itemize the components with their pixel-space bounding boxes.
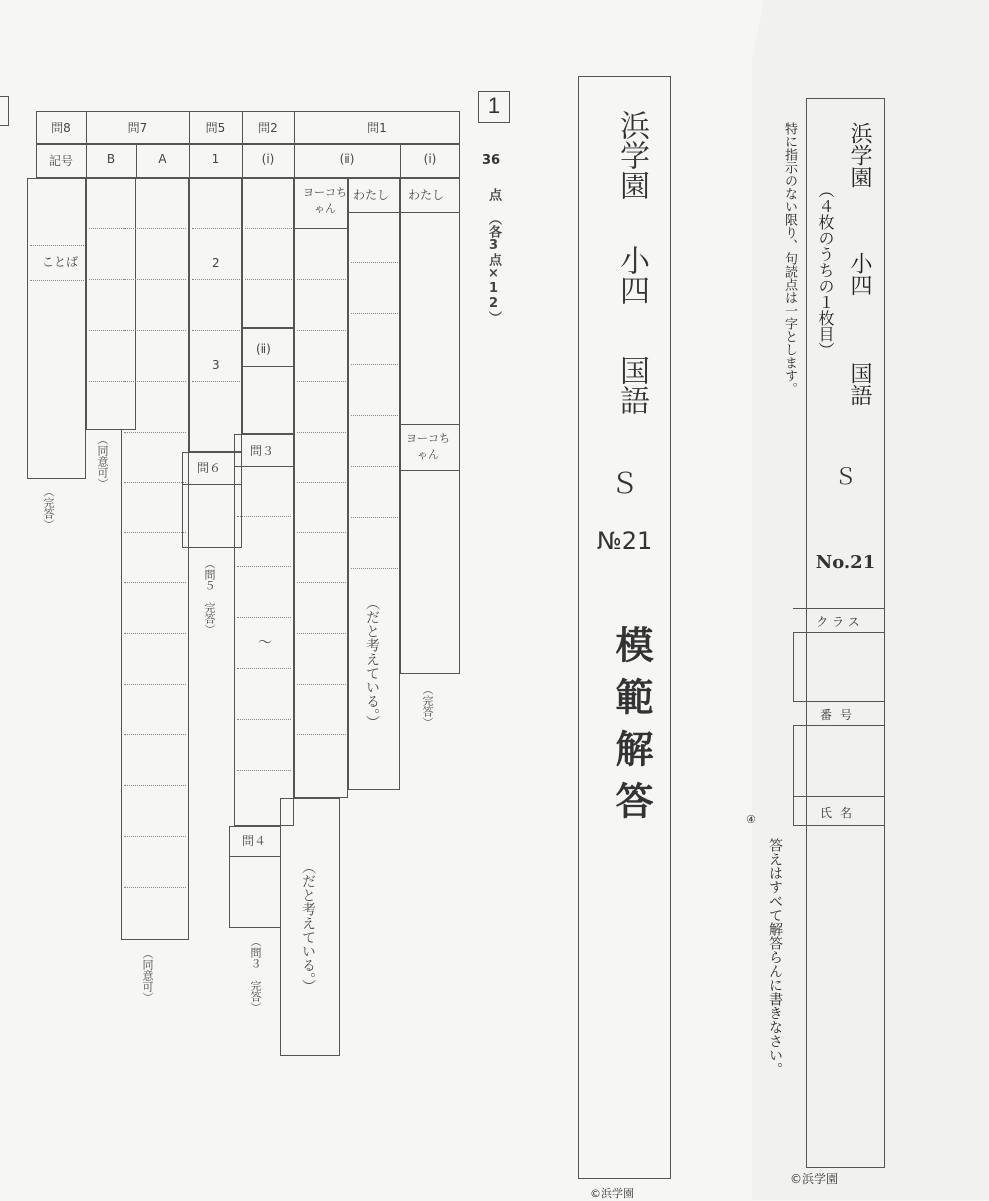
q1-complete-note: （完答） — [421, 684, 434, 728]
cover-circle-num: ④ — [746, 813, 756, 826]
q8-kotoba: ことば — [42, 255, 79, 269]
q1-suffix-right: （だと考えている。） — [364, 596, 380, 729]
q1-ii-right-label: わたし — [353, 188, 390, 202]
cover-copyright: ©浜学園 — [790, 1172, 839, 1186]
q4-label: 問４ — [242, 834, 267, 848]
cover-number-field[interactable] — [793, 725, 885, 797]
q1-i-top-label: わたし — [408, 188, 445, 202]
title-copyright: ©浜学園 — [590, 1187, 634, 1200]
q7-a-answer-column[interactable] — [121, 178, 189, 940]
cover-subject: 国語 — [847, 362, 872, 406]
sub-q7-b: B — [106, 152, 116, 166]
q3-note: （問３ 完答） — [249, 936, 262, 1013]
score-unit: 点 — [486, 188, 501, 201]
sub-q7-a: A — [158, 152, 167, 166]
cover-instruction-bottom: 答えはすべて解答らんに書きなさい。 — [767, 838, 783, 1076]
q5-answer-column[interactable] — [189, 178, 242, 452]
q1-i-answer-column[interactable] — [400, 178, 460, 674]
title-subject: 国語 — [614, 355, 649, 415]
previous-section-box — [0, 96, 9, 126]
cover-number-label: 番号 — [819, 708, 860, 722]
title-grade: 小四 — [614, 245, 649, 305]
title-label: 模範解答 — [609, 625, 653, 833]
score-note: （各3点×12） — [486, 212, 501, 324]
section-number: 1 — [487, 93, 501, 118]
q3-label: 問３ — [250, 444, 275, 458]
q1-suffix-left: （だと考えている。） — [300, 860, 316, 993]
q7-b-note: （同意可） — [96, 434, 109, 489]
header-q1: 問1 — [367, 121, 387, 135]
q5-note: （問５ 完答） — [203, 558, 216, 635]
cover-grade: 小四 — [847, 252, 872, 296]
sub-q8: 記号 — [48, 154, 73, 168]
header-q8: 問8 — [51, 121, 71, 135]
sub-q5: 1 — [211, 152, 220, 166]
q1-ii-left-answer-column[interactable] — [294, 178, 348, 798]
cover-number: No.21 — [815, 552, 876, 573]
q3-answer-column[interactable] — [234, 434, 294, 826]
cover-school: 浜学園 — [847, 122, 872, 188]
q7-a-note: （同意可） — [141, 948, 154, 1003]
header-q5: 問5 — [205, 121, 226, 135]
q1-i-mid-label: ヨーコちゃん — [406, 432, 450, 461]
header-q2: 問2 — [258, 121, 278, 135]
title-school: 浜学園 — [614, 110, 649, 200]
cover-class-label: クラス — [816, 615, 864, 629]
q5-num-3: 3 — [212, 358, 220, 372]
sub-q1-i: (ⅰ) — [423, 152, 437, 166]
title-number: №21 — [596, 527, 653, 555]
cover-name-label: 氏名 — [819, 806, 860, 820]
cover-instruction-top: 特に指示のない限り、句読点は一字とします。 — [782, 122, 797, 395]
q2-answer-column[interactable] — [242, 178, 294, 328]
cover-class-field[interactable] — [793, 632, 885, 702]
q3-tilde: 〜 — [258, 635, 272, 651]
cover-sheet-note: （４枚のうちの１枚目） — [816, 182, 835, 358]
title-level: Ｓ — [610, 467, 639, 500]
q6-label: 問６ — [197, 461, 222, 475]
q8-note: （完答） — [42, 486, 55, 530]
sub-q1-ii: (ⅱ) — [339, 152, 355, 166]
cover-level: Ｓ — [834, 465, 857, 490]
q1-ii-left-label: ヨーコちゃん — [303, 186, 347, 215]
header-q7: 問7 — [127, 121, 148, 135]
q2-ii-label: (ⅱ) — [256, 342, 271, 356]
q5-num-2: 2 — [212, 256, 220, 270]
q8-answer-column[interactable] — [27, 178, 86, 479]
sub-q2: (ⅰ) — [261, 152, 275, 166]
score-total: 36 — [482, 153, 501, 168]
